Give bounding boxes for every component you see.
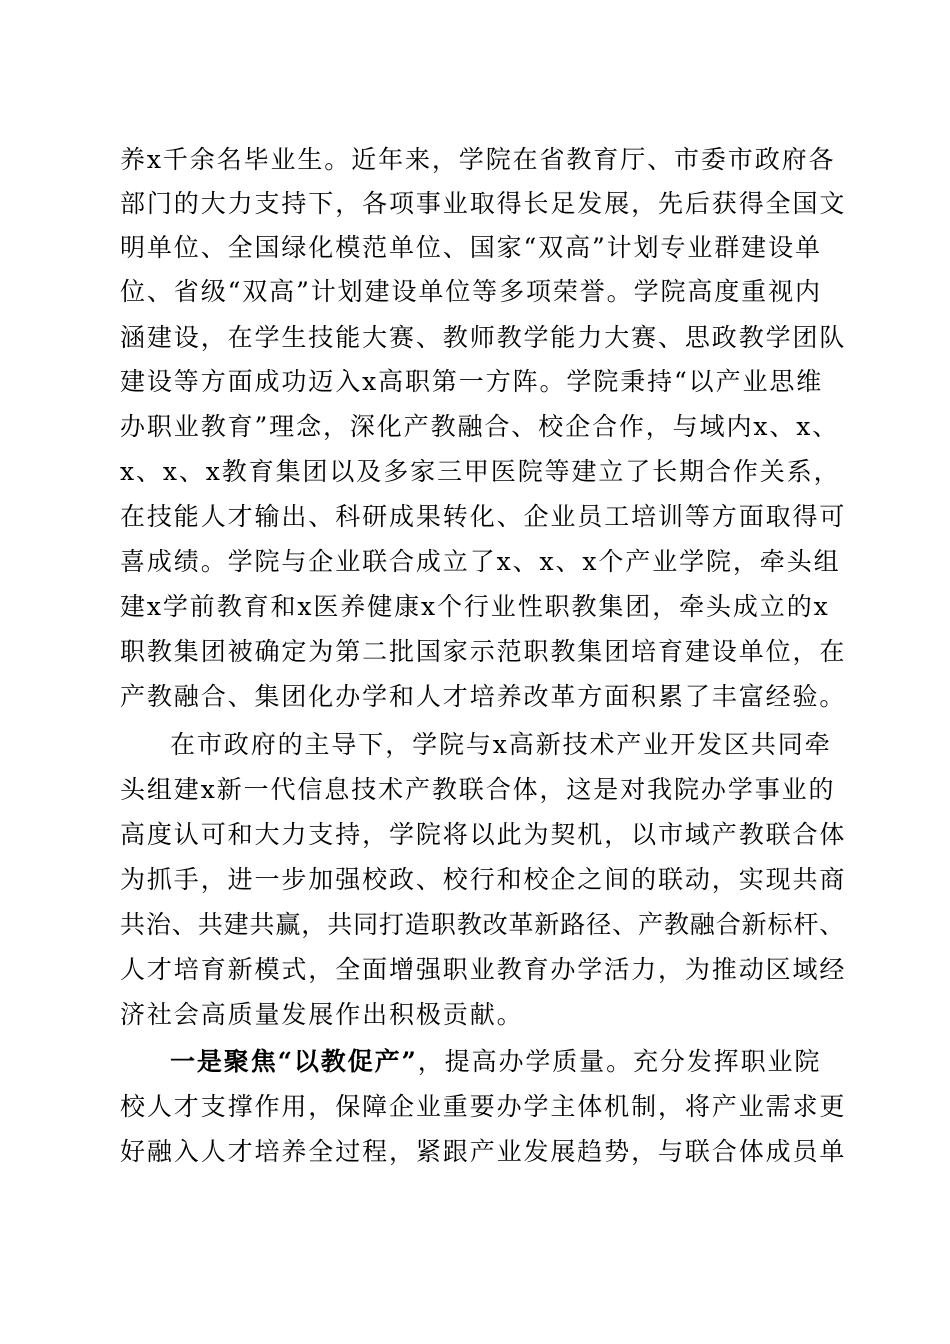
text-line: 好融入人才培养全过程，紧跟产业发展趋势，与联合体成员单	[120, 1137, 847, 1166]
bold-lead: 一是聚焦“以教促产”	[170, 1047, 418, 1076]
text-line: x、x、x教育集团以及多家三甲医院等建立了长期合作关系，	[120, 457, 841, 486]
text-line: 养x千余名毕业生。近年来，学院在省教育厅、市委市政府各	[120, 145, 836, 174]
text-line: 建设等方面成功迈入x高职第一方阵。学院秉持“以产业思维	[120, 367, 824, 396]
text-line: 共治、共建共赢，共同打造职教改革新路径、产教融合新标杆、	[120, 910, 846, 939]
text-line: 高度认可和大力支持，学院将以此为契机，以市域产教联合体	[120, 820, 847, 849]
text-line: 办职业教育”理念，深化产教融合、校企合作，与域内x、x、	[120, 412, 840, 441]
text-line: 产教融合、集团化办学和人才培养改革方面积累了丰富经验。	[120, 682, 847, 711]
text-line: 涵建设，在学生技能大赛、教师教学能力大赛、思政教学团队	[120, 323, 847, 352]
text-line: 建x学前教育和x医养健康x个行业性职教集团，牵头成立的x	[120, 592, 830, 621]
text-line: 在技能人才输出、科研成果转化、企业员工培训等方面取得可	[120, 502, 847, 531]
text-line: 济社会高质量发展作出积极贡献。	[120, 1000, 524, 1029]
text-line: 部门的大力支持下，各项事业取得长足发展，先后获得全国文	[120, 189, 847, 218]
text-line: 头组建x新一代信息技术产教联合体，这是对我院办学事业的	[120, 775, 836, 804]
text-line: 职教集团被确定为第二批国家示范职教集团培育建设单位，在	[120, 637, 847, 666]
text-line: 喜成绩。学院与企业联合成立了x、x、x个产业学院，牵头组	[120, 547, 841, 576]
text-line: 人才培育新模式，全面增强职业教育办学活力，为推动区域经	[120, 955, 847, 984]
text-line: 位、省级“双高”计划建设单位等多项荣誉。学院高度重视内	[120, 277, 822, 306]
text-line: 在市政府的主导下，学院与x高新技术产业开发区共同牵	[170, 730, 832, 759]
text-line	[170, 1040, 850, 1084]
text-line-rest: ，提高办学质量。充分发挥职业院	[417, 1047, 822, 1076]
text-line: 明单位、全国绿化模范单位、国家“双高”计划专业群建设单	[120, 233, 822, 262]
text-line: 为抓手，进一步加强校政、校行和校企之间的联动，实现共商	[120, 865, 847, 894]
text-line: 校人才支撑作用，保障企业重要办学主体机制，将产业需求更	[120, 1092, 847, 1121]
